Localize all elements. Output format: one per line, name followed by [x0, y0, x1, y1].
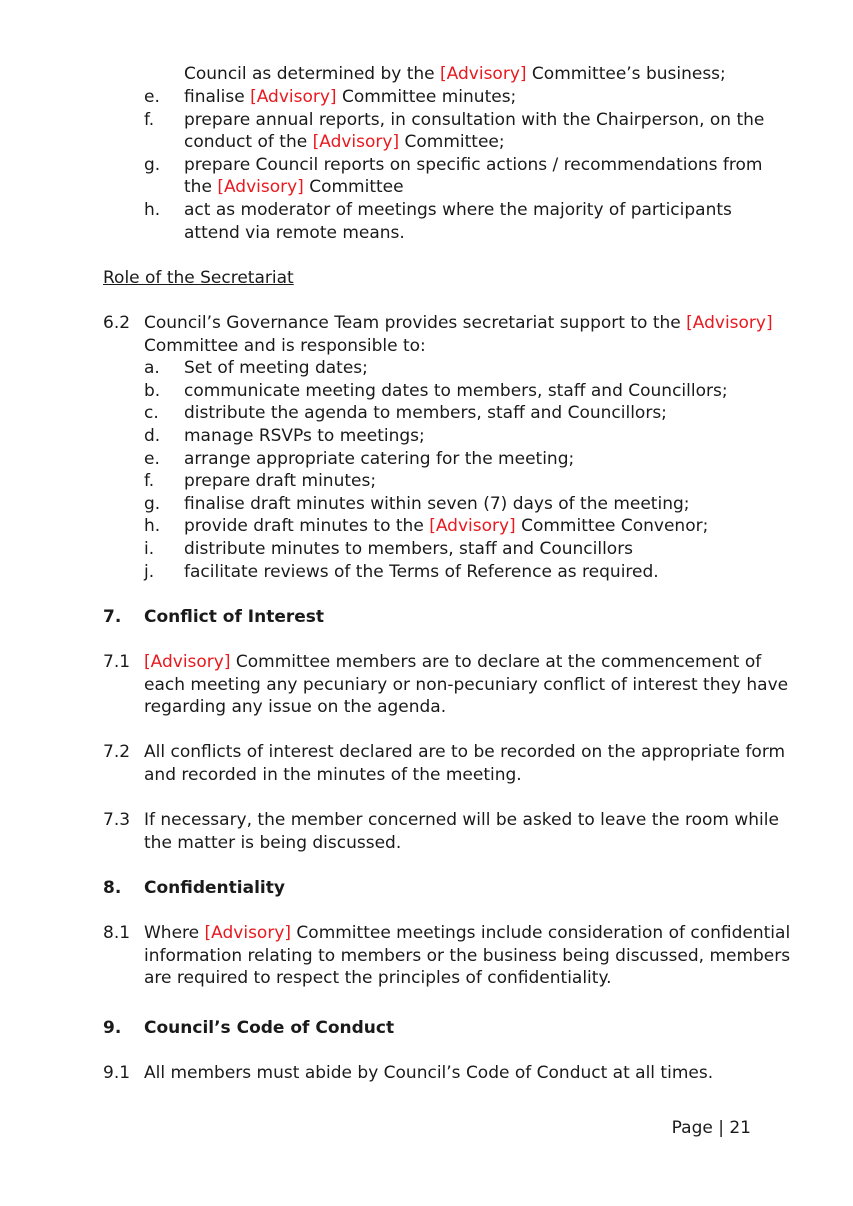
item-f-line2: conduct of the [Advisory] Committee; [184, 132, 505, 152]
list-item-marker: d. [144, 426, 161, 446]
clause-8-1-line1: Where [Advisory] Committee meetings include consideration of confidential [144, 923, 791, 943]
item-h-line1: act as moderator of meetings where the majority of participants [184, 200, 732, 220]
clause-7-2-line2: and recorded in the minutes of the meeting. [144, 765, 522, 785]
list-item: arrange appropriate catering for the meeting; [184, 449, 575, 469]
clause-7-1-line3: regarding any issue on the agenda. [144, 697, 447, 717]
section-8-number: 8. [103, 878, 122, 898]
list-item-marker: h. [144, 516, 161, 536]
list-item: facilitate reviews of the Terms of Reference as required. [184, 562, 659, 582]
list-item: distribute the agenda to members, staff and Councillors; [184, 403, 667, 423]
list-item-marker: c. [144, 403, 159, 423]
clause-7-3-line1: If necessary, the member concerned will be asked to leave the room while [144, 810, 779, 830]
item-g-line2: the [Advisory] Committee [184, 177, 404, 197]
clause-6-2-number: 6.2 [103, 313, 131, 333]
clause-9-1-number: 9.1 [103, 1063, 131, 1083]
clause-8-1-line2: information relating to members or the business being discussed, members [144, 946, 791, 966]
list-item-marker: g. [144, 494, 161, 514]
clause-8-1-line3: are required to respect the principles of confidentiality. [144, 968, 612, 988]
clause-6-2-line1: Council’s Governance Team provides secretariat support to the [Advisory] [144, 313, 773, 333]
clause-7-1-line2: each meeting any pecuniary or non-pecuniary conflict of interest they have [144, 675, 789, 695]
clause-9-1-line1: All members must abide by Council’s Code of Conduct at all times. [144, 1063, 714, 1083]
clause-7-1-number: 7.1 [103, 652, 131, 672]
clause-7-1-line1: [Advisory] Committee members are to declare at the commencement of [144, 652, 762, 672]
clause-7-3-line2: the matter is being discussed. [144, 833, 402, 853]
item-g-marker: g. [144, 155, 161, 175]
item-f-line1: prepare annual reports, in consultation with the Chairperson, on the [184, 110, 765, 130]
clause-6-2-line2: Committee and is responsible to: [144, 336, 426, 356]
list-item: communicate meeting dates to members, staff and Councillors; [184, 381, 728, 401]
clause-8-1-number: 8.1 [103, 923, 131, 943]
item-h-line2: attend via remote means. [184, 223, 405, 243]
section-7-number: 7. [103, 607, 122, 627]
list-item: Set of meeting dates; [184, 358, 368, 378]
list-item: distribute minutes to members, staff and Councillors [184, 539, 634, 559]
list-item-marker: i. [144, 539, 155, 559]
list-item: manage RSVPs to meetings; [184, 426, 425, 446]
item-h-marker: h. [144, 200, 161, 220]
clause-7-3-number: 7.3 [103, 810, 131, 830]
list-item: provide draft minutes to the [Advisory] Committee Convenor; [184, 516, 709, 536]
section-9-number: 9. [103, 1018, 122, 1038]
section-7-title: Conflict of Interest [144, 607, 325, 627]
page-number: Page | 21 [671, 1118, 751, 1138]
list-item-marker: e. [144, 449, 160, 469]
item-f-marker: f. [144, 110, 155, 130]
clause-7-2-number: 7.2 [103, 742, 131, 762]
clause-7-2-line1: All conflicts of interest declared are to be recorded on the appropriate form [144, 742, 786, 762]
section-8-title: Confidentiality [144, 878, 285, 898]
list-item-marker: j. [144, 562, 155, 582]
item-e-text: finalise [Advisory] Committee minutes; [184, 87, 517, 107]
list-item: prepare draft minutes; [184, 471, 377, 491]
secretariat-subheading: Role of the Secretariat [103, 268, 294, 288]
list-item-marker: b. [144, 381, 161, 401]
list-item: finalise draft minutes within seven (7) days of the meeting; [184, 494, 690, 514]
item-e-marker: e. [144, 87, 160, 107]
list-item-marker: a. [144, 358, 160, 378]
item-d-continuation: Council as determined by the [Advisory] Committee’s business; [184, 64, 726, 84]
item-g-line1: prepare Council reports on specific actions / recommendations from [184, 155, 763, 175]
section-9-title: Council’s Code of Conduct [144, 1018, 395, 1038]
list-item-marker: f. [144, 471, 155, 491]
